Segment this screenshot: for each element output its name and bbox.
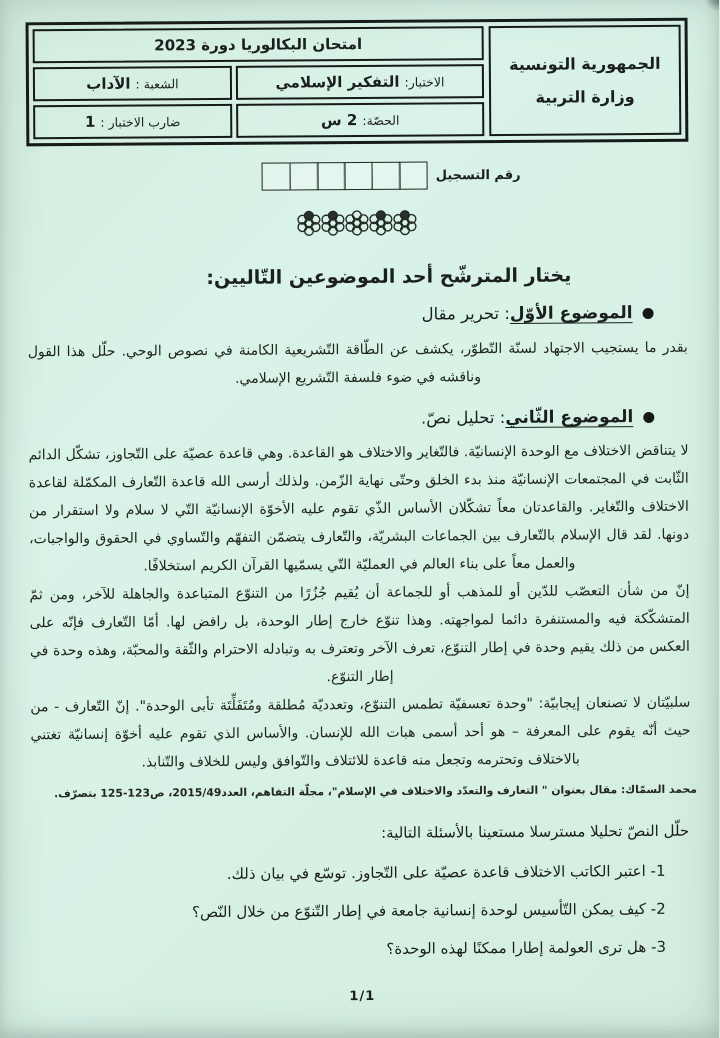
- registration-digit-box: [345, 162, 374, 190]
- ministry-box: [490, 25, 683, 136]
- duration-value: 2 س: [321, 111, 359, 130]
- section-cell: [34, 66, 233, 101]
- exam-header-table: [27, 18, 690, 147]
- topic1-body: [29, 334, 689, 395]
- bullet-icon: [644, 307, 655, 318]
- topic1-heading: [15, 303, 655, 327]
- florette-divider: [14, 201, 702, 244]
- analysis-instruction: حلّل النصّ تحليلا مسترسلا مستعينا بالأسئلة التالية:: [382, 821, 691, 842]
- topic2-heading: [15, 407, 655, 431]
- registration-digit-box: [290, 162, 319, 190]
- text-citation: [26, 783, 698, 801]
- registration-number-row: [14, 160, 522, 194]
- topic2-subtitle: : تحليل نصّ.: [421, 407, 507, 428]
- topic1-instruction: حلّل هذا القول وناقشه في ضوء فلسفة التّشريع الإسلامي.: [28, 343, 482, 387]
- citation-reference: مقال بعنوان " التعارف والتعدّد والاختلاف في الإسلام"، مجلّة التفاهم، العدد2015/49، ص123-125 بتصرّف.: [55, 783, 622, 801]
- choose-topic-instruction: يختار المترشّح أحد الموضوعين التّاليين:: [207, 264, 573, 290]
- duration-label: الحصّة:: [363, 112, 401, 128]
- page-number: 1/1: [350, 988, 377, 1005]
- registration-boxes: [264, 162, 429, 191]
- exam-info-table: [34, 26, 486, 139]
- text-paragraph: سلبيّتان لا تصنعان إيجابيّة: "وحدة تعسفيّة تطمس التنوّع، وتعدديّة مُطلقة ومُتَفَلِّتَة تأبى الوحدة". إنّ التّعارف - من حيث أنّه يقوم على المعرفة – هو أحد أسمى هبات الله للإنسان. والأساس الذي تقوم عليه أخوّة إنسانيّة تغتني بالاختلاف وتحترمه وتجعل منه قاعدة للائتلاف والتّوافق وليس للخلاف والتّنابذ.: [31, 694, 692, 771]
- registration-digit-box: [400, 162, 429, 190]
- coefficient-label: ضارب الاختبار :: [101, 113, 182, 130]
- registration-label: رقم التسجيل: [436, 167, 522, 183]
- coefficient-cell: [34, 104, 233, 139]
- coefficient-value: 1: [85, 112, 97, 131]
- topic2-text: [29, 437, 691, 778]
- topic2-title: الموضوع الثّاني: [506, 407, 635, 428]
- ministry-name: الجمهورية التونسية: [510, 53, 662, 74]
- question-item: 2- كيف يمكن التّأسيس لوحدة إنسانية جامعة في إطار التّنوّع من خلال النّص؟: [192, 899, 667, 922]
- section-value: الآداب: [87, 74, 132, 93]
- duration-cell: [237, 102, 485, 138]
- questions-list: [18, 852, 667, 971]
- exam-title: امتحان البكالوريا دورة 2023: [34, 26, 485, 63]
- topic1-subtitle: : تحرير مقال: [422, 303, 511, 324]
- subject-value: التفكير الإسلامي: [276, 72, 401, 92]
- text-paragraph: إنّ من شأن التعصّب للدّين أو للمذهب أو للجماعة أن يُقيم جُزُرًا من التنوّع المتباعدة والجاهلة للآخر، ومن ثمّ المتشكّكة فيه والمستنفرة دائما لمواجهته. وهذا تنوّع خارج إطار الوحدة، بل رافض لها. أمّا التّعارف فإنّه على العكس من ذلك يقيم وحدة في إطار التنوّع، تعرف الآخر وتعترف به وتبادله الاحترام والثّقة والمحبّة، وهذه وحدة في إطار التنوّع.: [30, 582, 691, 686]
- subject-label: الاختبار:: [405, 73, 446, 90]
- question-item: 3- هل ترى العولمة إطارا ممكنًا لهذه الوحدة؟: [387, 937, 668, 958]
- bullet-icon: [644, 411, 655, 422]
- registration-digit-box: [317, 162, 346, 190]
- topic1-title: الموضوع الأوّل: [510, 303, 634, 324]
- question-item: 1- اعتبر الكاتب الاختلاف قاعدة عصيّة على التّجاوز. توسّع في بيان ذلك.: [227, 861, 667, 883]
- registration-digit-box: [263, 162, 292, 190]
- section-label: الشعبة :: [136, 75, 180, 92]
- citation-author: محمد السمّاك:: [621, 782, 698, 797]
- registration-digit-box: [372, 162, 401, 190]
- text-paragraph: لا يتناقض الاختلاف مع الوحدة الإنسانيّة. فالتّغاير والاختلاف هو القاعدة. وهي قاعدة عصيّة على التّجاوز، تشكّل الدائم الثّابت في المجتمعات الإنسانيّة منذ بدء الخلق وحتّى نهاية الزّمن. ولذلك أرسى الله قاعدة التّعارف المكمّلة لقاعدة الاختلاف والتّغاير. والقاعدتان معاً تشكّلان الأساس الذّي تقوم عليه الأخوّة الإنسانيّة التّي لا سلام ولا استقرار من دونها. لقد قال الإسلام بالتّعارف بين الجماعات البشريّة، والتّعارف يتضمّن التفهّم والتّساوي في الحقوق والواجبات، والعمل معاً على بناء العالم في العمليّة التّي يسمّيها القرآن الكريم استخلافًا.: [29, 442, 691, 575]
- subject-cell: [237, 64, 485, 100]
- topic1-quote: بقدر ما يستجيب الاجتهاد لسنّة التّطوّر، يكشف عن الطّاقة التّشريعية الكامنة في نصوص الوحي.: [122, 339, 689, 360]
- florette-divider-icon: [296, 203, 420, 242]
- ministry-department: وزارة التربية: [536, 87, 636, 107]
